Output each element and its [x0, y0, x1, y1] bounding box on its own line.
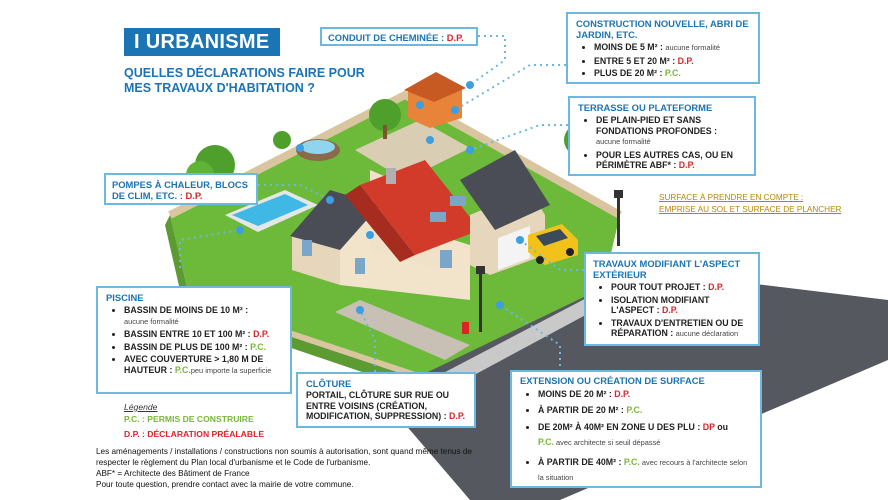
footer-line2: ABF* = Architecte des Bâtiment de France — [96, 469, 250, 478]
list-item: • BASSIN ENTRE 10 ET 100 M² : D.P. — [124, 329, 282, 340]
newbuild-title: CONSTRUCTION NOUVELLE, ABRI DE JARDIN, ETC. — [576, 18, 749, 40]
surface-note — [659, 192, 841, 216]
pumps-title: POMPES À CHALEUR, BLOCS DE CLIM, ETC. : — [112, 179, 248, 201]
terrace-box — [568, 96, 756, 176]
legend-pc: P.C. : PERMIS DE CONSTRUIRE — [124, 414, 254, 424]
pumps-box — [104, 173, 258, 205]
footer-line3: Pour toute question, prendre contact avec la mairie de votre commune. — [96, 480, 354, 489]
pool-box — [96, 286, 292, 394]
chimney-box — [320, 27, 478, 46]
aspect-list — [593, 282, 751, 340]
aspect-title: TRAVAUX MODIFIANT L'ASPECT EXTÉRIEUR — [593, 258, 741, 280]
aspect-box — [584, 252, 760, 346]
pool-title: PISCINE — [106, 292, 144, 303]
list-item: • POUR LES AUTRES CAS, OU EN PÉRIMÈTRE ABF* : D.P. — [596, 150, 746, 171]
terrace-title: TERRASSE OU PLATEFORME — [578, 102, 713, 113]
newbuild-list — [576, 42, 750, 79]
chimney-title: CONDUIT DE CHEMINÉE : — [328, 32, 447, 43]
extension-title: EXTENSION OU CRÉATION DE SURFACE — [520, 375, 705, 386]
list-item: • POUR TOUT PROJET : D.P. — [611, 282, 751, 293]
newbuild-box — [566, 12, 760, 84]
list-item: • ISOLATION MODIFIANT L'ASPECT : D.P. — [611, 295, 751, 316]
footer-line1: Les aménagements / installations / constructions non soumis à autorisation, sont quand même tenus de respecter le règlement du Plan local d'urbanisme et le Code de l'urbanisme. — [96, 447, 472, 467]
chimney-code: D.P. — [446, 32, 464, 43]
fence-title: CLÔTURE — [306, 378, 352, 389]
list-item: • BASSIN DE MOINS DE 10 M² : aucune formalité — [124, 305, 282, 327]
surface-note-line1: SURFACE À PRENDRE EN COMPTE : — [659, 193, 804, 202]
list-item: • DE PLAIN-PIED ET SANS FONDATIONS PROFONDES : aucune formalité — [596, 115, 746, 148]
extension-list — [520, 389, 752, 485]
pool-list — [106, 305, 282, 376]
surface-note-line2: EMPRISE AU SOL ET SURFACE DE PLANCHER — [659, 205, 842, 214]
list-item: • PLUS DE 20 M² : P.C. — [594, 68, 750, 79]
extension-box — [510, 370, 762, 488]
list-item: • TRAVAUX D'ENTRETIEN OU DE RÉPARATION : aucune déclaration — [611, 318, 751, 340]
page-subtitle: QUELLES DÉCLARATIONS FAIRE POUR MES TRAVAUX D'HABITATION ? — [124, 66, 365, 95]
legend-title: Légende — [124, 402, 158, 412]
legend-dp: D.P. : DÉCLARATION PRÉALABLE — [124, 429, 265, 439]
list-item: • BASSIN DE PLUS DE 100 M² : P.C. — [124, 342, 282, 353]
list-item: • À PARTIR DE 40M² : P.C. avec recours à l'architecte selon la situation — [538, 455, 752, 485]
fence-text: PORTAIL, CLÔTURE SUR RUE OU ENTRE VOISINS (CRÉATION, MODIFICATION, SUPPRESSION) : D.P. — [306, 390, 466, 421]
footer-notes — [96, 446, 496, 490]
list-item: • MOINS DE 20 M² : D.P. — [538, 389, 752, 400]
terrace-list — [578, 115, 746, 171]
pumps-code: D.P. — [185, 190, 203, 201]
legend — [124, 401, 264, 440]
list-item: • À PARTIR DE 20 M² : P.C. — [538, 405, 752, 416]
list-item: • MOINS DE 5 M² : aucune formalité — [594, 42, 750, 54]
page-title: I URBANISME — [124, 28, 280, 56]
list-item: • DE 20M² À 40M² EN ZONE U DES PLU : DP ou P.C. avec architecte si seuil dépassé — [538, 420, 752, 450]
list-item: • ENTRE 5 ET 20 M² : D.P. — [594, 56, 750, 67]
list-item: • AVEC COUVERTURE > 1,80 M DE HAUTEUR : P.C.peu importe la superficie — [124, 354, 282, 376]
fence-box — [296, 372, 476, 428]
